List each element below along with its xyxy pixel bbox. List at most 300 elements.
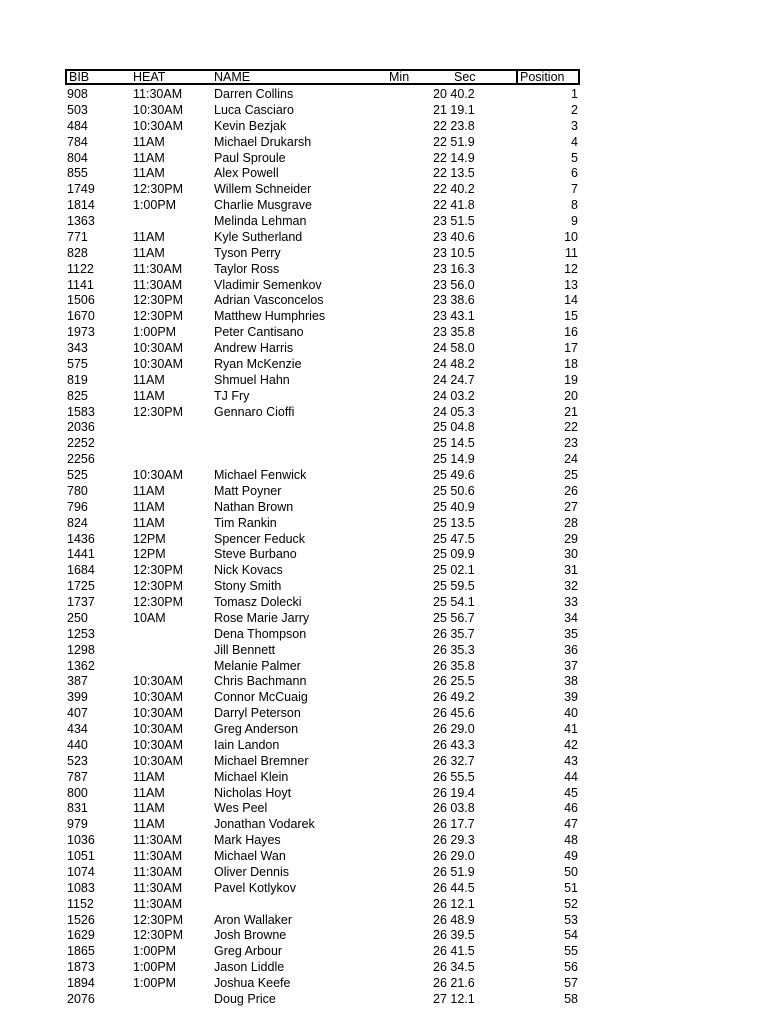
time-cell: 22 51.9	[433, 134, 475, 149]
position-cell: 13	[564, 277, 578, 292]
heat-cell: 10:30AM	[133, 706, 184, 721]
position-cell: 18	[564, 356, 578, 371]
heat-cell: 12:30PM	[133, 404, 184, 419]
table-row	[0, 627, 768, 643]
position-cell: 50	[564, 864, 578, 879]
heat-cell: 10:30AM	[133, 468, 184, 482]
heat-cell: 11AM	[133, 150, 165, 165]
time-cell: 26 29.0	[433, 722, 475, 736]
bib-cell: 1973	[67, 325, 95, 340]
heat-cell: 10:30AM	[133, 690, 184, 705]
bib-cell: 1506	[67, 293, 95, 308]
bib-cell: 1074	[67, 864, 95, 879]
position-cell: 21	[564, 404, 578, 419]
time-cell: 26 29.3	[433, 833, 475, 848]
table-row	[0, 643, 768, 659]
bib-cell: 855	[67, 166, 88, 181]
heat-cell: 11:30AM	[133, 864, 183, 879]
bib-cell: 979	[67, 817, 88, 832]
table-row	[0, 135, 768, 151]
position-cell: 5	[571, 150, 578, 165]
position-cell: 36	[564, 642, 578, 657]
name-cell: Darryl Peterson	[214, 706, 301, 721]
time-cell: 25 56.7	[433, 610, 475, 625]
time-cell: 25 49.6	[433, 468, 475, 482]
table-row	[0, 754, 768, 770]
table-row	[0, 420, 768, 436]
name-cell: Paul Sproule	[214, 150, 286, 165]
time-cell: 23 35.8	[433, 325, 475, 340]
heat-cell: 11:30AM	[133, 880, 183, 895]
name-cell: Kevin Bezjak	[214, 118, 287, 133]
bib-cell: 819	[67, 372, 88, 387]
position-cell: 16	[564, 325, 578, 340]
table-row	[0, 881, 768, 897]
heat-cell: 11:30AM	[133, 833, 183, 848]
name-cell: Peter Cantisano	[214, 325, 304, 340]
heat-cell: 12:30PM	[133, 595, 184, 609]
table-row	[0, 770, 768, 786]
time-cell: 26 48.9	[433, 912, 475, 927]
bib-cell: 1253	[67, 626, 95, 641]
bib-cell: 399	[67, 690, 88, 705]
time-cell: 20 40.2	[433, 87, 475, 101]
time-cell: 26 35.8	[433, 658, 475, 673]
table-row	[0, 357, 768, 373]
name-cell: Stony Smith	[214, 579, 282, 594]
bib-cell: 1583	[67, 404, 95, 419]
position-cell: 42	[564, 737, 578, 752]
table-row	[0, 738, 768, 754]
bib-cell: 1873	[67, 960, 95, 975]
name-cell: Andrew Harris	[214, 341, 294, 355]
bib-cell: 1051	[67, 849, 95, 863]
heat-cell: 11AM	[133, 785, 165, 800]
time-cell: 26 21.6	[433, 976, 475, 990]
position-cell: 49	[564, 849, 578, 863]
table-row	[0, 373, 768, 389]
bib-cell: 780	[67, 483, 88, 498]
table-row	[0, 182, 768, 198]
bib-cell: 831	[67, 801, 88, 816]
heat-cell: 12:30PM	[133, 309, 184, 324]
table-row	[0, 214, 768, 230]
bib-cell: 434	[67, 722, 88, 736]
time-cell: 24 58.0	[433, 341, 475, 355]
bib-cell: 1814	[67, 198, 95, 213]
time-cell: 23 16.3	[433, 261, 475, 276]
time-cell: 25 14.9	[433, 452, 475, 467]
time-cell: 25 14.5	[433, 436, 475, 451]
header-heat: HEAT	[133, 70, 166, 84]
name-cell: Michael Klein	[214, 769, 289, 784]
name-cell: Iain Landon	[214, 737, 280, 752]
heat-cell: 11AM	[133, 372, 165, 387]
table-row	[0, 262, 768, 278]
heat-cell: 11:30AM	[133, 896, 183, 911]
heat-cell: 11:30AM	[133, 87, 183, 101]
position-cell: 25	[564, 468, 578, 482]
name-cell: Steve Burbano	[214, 547, 297, 562]
heat-cell: 12:30PM	[133, 563, 184, 578]
heat-cell: 12:30PM	[133, 293, 184, 308]
time-cell: 26 03.8	[433, 801, 475, 816]
time-cell: 22 23.8	[433, 118, 475, 133]
position-cell: 33	[564, 595, 578, 609]
position-cell: 34	[564, 610, 578, 625]
time-cell: 26 44.5	[433, 880, 475, 895]
time-cell: 23 40.6	[433, 229, 475, 244]
bib-cell: 1152	[67, 896, 94, 911]
time-cell: 21 19.1	[433, 102, 475, 117]
heat-cell: 1:00PM	[133, 976, 177, 990]
time-cell: 26 45.6	[433, 706, 475, 721]
time-cell: 23 43.1	[433, 309, 475, 324]
bib-cell: 796	[67, 499, 88, 514]
heat-cell: 11AM	[133, 515, 165, 530]
table-row	[0, 309, 768, 325]
table-row	[0, 166, 768, 182]
time-cell: 26 43.3	[433, 737, 475, 752]
bib-cell: 2252	[67, 436, 95, 451]
bib-cell: 1865	[67, 944, 95, 959]
bib-cell: 1083	[67, 880, 95, 895]
table-row	[0, 293, 768, 309]
table-row	[0, 405, 768, 421]
bib-cell: 2256	[67, 452, 95, 467]
bib-cell: 1363	[67, 214, 95, 228]
heat-cell: 11AM	[133, 245, 165, 260]
position-cell: 51	[564, 880, 578, 895]
table-row	[0, 976, 768, 992]
position-cell: 37	[564, 658, 578, 673]
position-cell: 26	[564, 483, 578, 498]
name-cell: Greg Anderson	[214, 722, 299, 736]
name-cell: Nick Kovacs	[214, 563, 283, 578]
bib-cell: 2036	[67, 420, 95, 435]
position-cell: 52	[564, 896, 578, 911]
heat-cell: 10:30AM	[133, 118, 184, 133]
table-row	[0, 436, 768, 452]
time-cell: 23 51.5	[433, 214, 475, 228]
table-row	[0, 452, 768, 468]
time-cell: 26 35.7	[433, 626, 475, 641]
table-row	[0, 484, 768, 500]
position-cell: 27	[564, 499, 578, 514]
name-cell: Adrian Vasconcelos	[214, 293, 324, 308]
name-cell: Gennaro Cioffi	[214, 404, 295, 419]
bib-cell: 1298	[67, 642, 95, 657]
table-row	[0, 563, 768, 579]
name-cell: Spencer Feduck	[214, 531, 306, 546]
table-row	[0, 579, 768, 595]
bib-cell: 523	[67, 753, 88, 768]
header-min: Min	[389, 70, 410, 84]
position-cell: 46	[564, 801, 578, 816]
heat-cell: 11AM	[133, 134, 165, 149]
heat-cell: 11AM	[133, 388, 165, 403]
position-cell: 44	[564, 769, 578, 784]
time-cell: 24 03.2	[433, 388, 475, 403]
bib-cell: 784	[67, 134, 88, 149]
table-row	[0, 151, 768, 167]
name-cell: Ryan McKenzie	[214, 356, 302, 371]
time-cell: 25 02.1	[433, 563, 475, 578]
time-cell: 23 56.0	[433, 277, 475, 292]
table-row	[0, 833, 768, 849]
name-cell: Rose Marie Jarry	[214, 610, 310, 625]
heat-cell: 11AM	[133, 769, 165, 784]
table-row	[0, 611, 768, 627]
table-row	[0, 722, 768, 738]
position-cell: 39	[564, 690, 578, 705]
heat-cell: 10AM	[133, 610, 166, 625]
bib-cell: 804	[67, 150, 88, 165]
position-cell: 14	[564, 293, 578, 308]
time-cell: 25 54.1	[433, 595, 475, 609]
name-cell: Michael Fenwick	[214, 468, 307, 482]
name-cell: Michael Wan	[214, 849, 286, 863]
position-cell: 31	[564, 563, 578, 578]
table-row	[0, 801, 768, 817]
name-cell: Oliver Dennis	[214, 864, 290, 879]
name-cell: Pavel Kotlykov	[214, 880, 296, 895]
bib-cell: 1441	[67, 547, 95, 562]
heat-cell: 11AM	[133, 801, 165, 816]
bib-cell: 1725	[67, 579, 95, 594]
position-cell: 9	[571, 214, 578, 228]
name-cell: Chris Bachmann	[214, 674, 307, 689]
heat-cell: 12:30PM	[133, 579, 184, 594]
position-cell: 48	[564, 833, 578, 848]
name-cell: Jason Liddle	[214, 960, 285, 975]
name-cell: Doug Price	[214, 991, 276, 1006]
position-cell: 12	[564, 261, 578, 276]
position-cell: 58	[564, 991, 578, 1006]
table-row	[0, 786, 768, 802]
table-row	[0, 706, 768, 722]
bib-cell: 1684	[67, 563, 95, 578]
heat-cell: 1:00PM	[133, 198, 177, 213]
name-cell: Michael Drukarsh	[214, 134, 312, 149]
position-cell: 54	[564, 928, 578, 943]
name-cell: Mark Hayes	[214, 833, 281, 848]
position-cell: 22	[564, 420, 578, 435]
table-row	[0, 897, 768, 913]
name-cell: Michael Bremner	[214, 753, 309, 768]
position-cell: 45	[564, 785, 578, 800]
table-row	[0, 865, 768, 881]
position-cell: 47	[564, 817, 578, 832]
time-cell: 22 41.8	[433, 198, 475, 213]
heat-cell: 12:30PM	[133, 182, 184, 197]
bib-cell: 828	[67, 245, 88, 260]
time-cell: 25 40.9	[433, 499, 475, 514]
bib-cell: 825	[67, 388, 88, 403]
heat-cell: 11AM	[133, 483, 165, 498]
bib-cell: 1036	[67, 833, 95, 848]
time-cell: 24 48.2	[433, 356, 475, 371]
heat-cell: 11AM	[133, 499, 165, 514]
position-cell: 17	[564, 341, 578, 355]
header-sec: Sec	[454, 70, 476, 84]
time-cell: 26 34.5	[433, 960, 475, 975]
name-cell: Vladimir Semenkov	[214, 277, 322, 292]
position-cell: 20	[564, 388, 578, 403]
table-row	[0, 960, 768, 976]
position-cell: 53	[564, 912, 578, 927]
bib-cell: 387	[67, 674, 88, 689]
heat-cell: 1:00PM	[133, 944, 177, 959]
name-cell: Joshua Keefe	[214, 976, 291, 990]
bib-cell: 525	[67, 468, 88, 482]
time-cell: 24 05.3	[433, 404, 475, 419]
table-row	[0, 659, 768, 675]
bib-cell: 250	[67, 610, 88, 625]
time-cell: 26 51.9	[433, 864, 475, 879]
name-cell: Alex Powell	[214, 166, 279, 181]
table-row	[0, 849, 768, 865]
name-cell: Darren Collins	[214, 87, 294, 101]
heat-cell: 11AM	[133, 817, 165, 832]
heat-cell: 11AM	[133, 229, 165, 244]
name-cell: Tyson Perry	[214, 245, 281, 260]
position-cell: 40	[564, 706, 578, 721]
table-row	[0, 389, 768, 405]
heat-cell: 10:30AM	[133, 102, 184, 117]
table-row	[0, 928, 768, 944]
position-cell: 28	[564, 515, 578, 530]
heat-cell: 10:30AM	[133, 722, 184, 736]
table-row	[0, 944, 768, 960]
heat-cell: 10:30AM	[133, 341, 184, 355]
time-cell: 26 55.5	[433, 769, 475, 784]
bib-cell: 407	[67, 706, 88, 721]
name-cell: Kyle Sutherland	[214, 229, 303, 244]
name-cell: Shmuel Hahn	[214, 372, 290, 387]
name-cell: Luca Casciaro	[214, 102, 294, 117]
table-row	[0, 913, 768, 929]
header-bib: BIB	[69, 70, 90, 84]
time-cell: 22 40.2	[433, 182, 475, 197]
bib-cell: 503	[67, 102, 88, 117]
time-cell: 23 10.5	[433, 245, 475, 260]
position-cell: 55	[564, 944, 578, 959]
name-cell: Nathan Brown	[214, 499, 294, 514]
position-cell: 6	[571, 166, 578, 181]
table-header	[65, 69, 580, 85]
name-cell: Matthew Humphries	[214, 309, 326, 324]
heat-cell: 12:30PM	[133, 912, 184, 927]
table-row	[0, 532, 768, 548]
heat-cell: 11AM	[133, 166, 165, 181]
bib-cell: 800	[67, 785, 88, 800]
table-row	[0, 325, 768, 341]
bib-cell: 1894	[67, 976, 95, 990]
position-cell: 15	[564, 309, 578, 324]
position-cell: 29	[564, 531, 578, 546]
bib-cell: 575	[67, 356, 88, 371]
position-cell: 38	[564, 674, 578, 689]
bib-cell: 1526	[67, 912, 95, 927]
table-row	[0, 817, 768, 833]
name-cell: Connor McCuaig	[214, 690, 308, 705]
bib-cell: 440	[67, 737, 88, 752]
name-cell: Tomasz Dolecki	[214, 595, 302, 609]
name-cell: Willem Schneider	[214, 182, 312, 197]
bib-cell: 1749	[67, 182, 95, 197]
time-cell: 22 14.9	[433, 150, 475, 165]
position-cell: 43	[564, 753, 578, 768]
time-cell: 26 39.5	[433, 928, 475, 943]
heat-cell: 10:30AM	[133, 737, 184, 752]
position-cell: 35	[564, 626, 578, 641]
table-row	[0, 246, 768, 262]
bib-cell: 484	[67, 118, 88, 133]
table-row	[0, 516, 768, 532]
table-row	[0, 992, 768, 1008]
bib-cell: 2076	[67, 991, 95, 1006]
table-row	[0, 547, 768, 563]
table-row	[0, 341, 768, 357]
time-cell: 25 47.5	[433, 531, 475, 546]
name-cell: Jonathan Vodarek	[214, 817, 315, 832]
table-row	[0, 87, 768, 103]
bib-cell: 824	[67, 515, 88, 530]
position-cell: 30	[564, 547, 578, 562]
time-cell: 27 12.1	[433, 991, 475, 1006]
bib-cell: 1737	[67, 595, 95, 609]
name-cell: Jill Bennett	[214, 642, 276, 657]
table-row	[0, 119, 768, 135]
bib-cell: 771	[67, 229, 88, 244]
position-cell: 32	[564, 579, 578, 594]
position-cell: 7	[571, 182, 578, 197]
time-cell: 26 41.5	[433, 944, 475, 959]
heat-cell: 12PM	[133, 547, 166, 562]
heat-cell: 10:30AM	[133, 356, 184, 371]
table-row	[0, 500, 768, 516]
name-cell: Wes Peel	[214, 801, 268, 816]
position-cell: 57	[564, 976, 578, 990]
results-table-body	[0, 87, 768, 1008]
table-row	[0, 103, 768, 119]
bib-cell: 1141	[67, 277, 94, 292]
name-cell: Aron Wallaker	[214, 912, 293, 927]
heat-cell: 10:30AM	[133, 674, 184, 689]
heat-cell: 10:30AM	[133, 753, 184, 768]
position-cell: 56	[564, 960, 578, 975]
bib-cell: 1670	[67, 309, 95, 324]
heat-cell: 11:30AM	[133, 261, 183, 276]
bib-cell: 787	[67, 769, 88, 784]
time-cell: 25 04.8	[433, 420, 475, 435]
time-cell: 26 25.5	[433, 674, 475, 689]
time-cell: 26 35.3	[433, 642, 475, 657]
table-row	[0, 230, 768, 246]
name-cell: Charlie Musgrave	[214, 198, 312, 213]
name-cell: Melinda Lehman	[214, 214, 307, 228]
time-cell: 25 59.5	[433, 579, 475, 594]
bib-cell: 1436	[67, 531, 95, 546]
time-cell: 23 38.6	[433, 293, 475, 308]
bib-cell: 1629	[67, 928, 95, 943]
position-cell: 4	[571, 134, 578, 149]
time-cell: 26 19.4	[433, 785, 475, 800]
heat-cell: 11:30AM	[133, 849, 183, 863]
heat-cell: 1:00PM	[133, 325, 177, 340]
position-cell: 24	[564, 452, 578, 467]
